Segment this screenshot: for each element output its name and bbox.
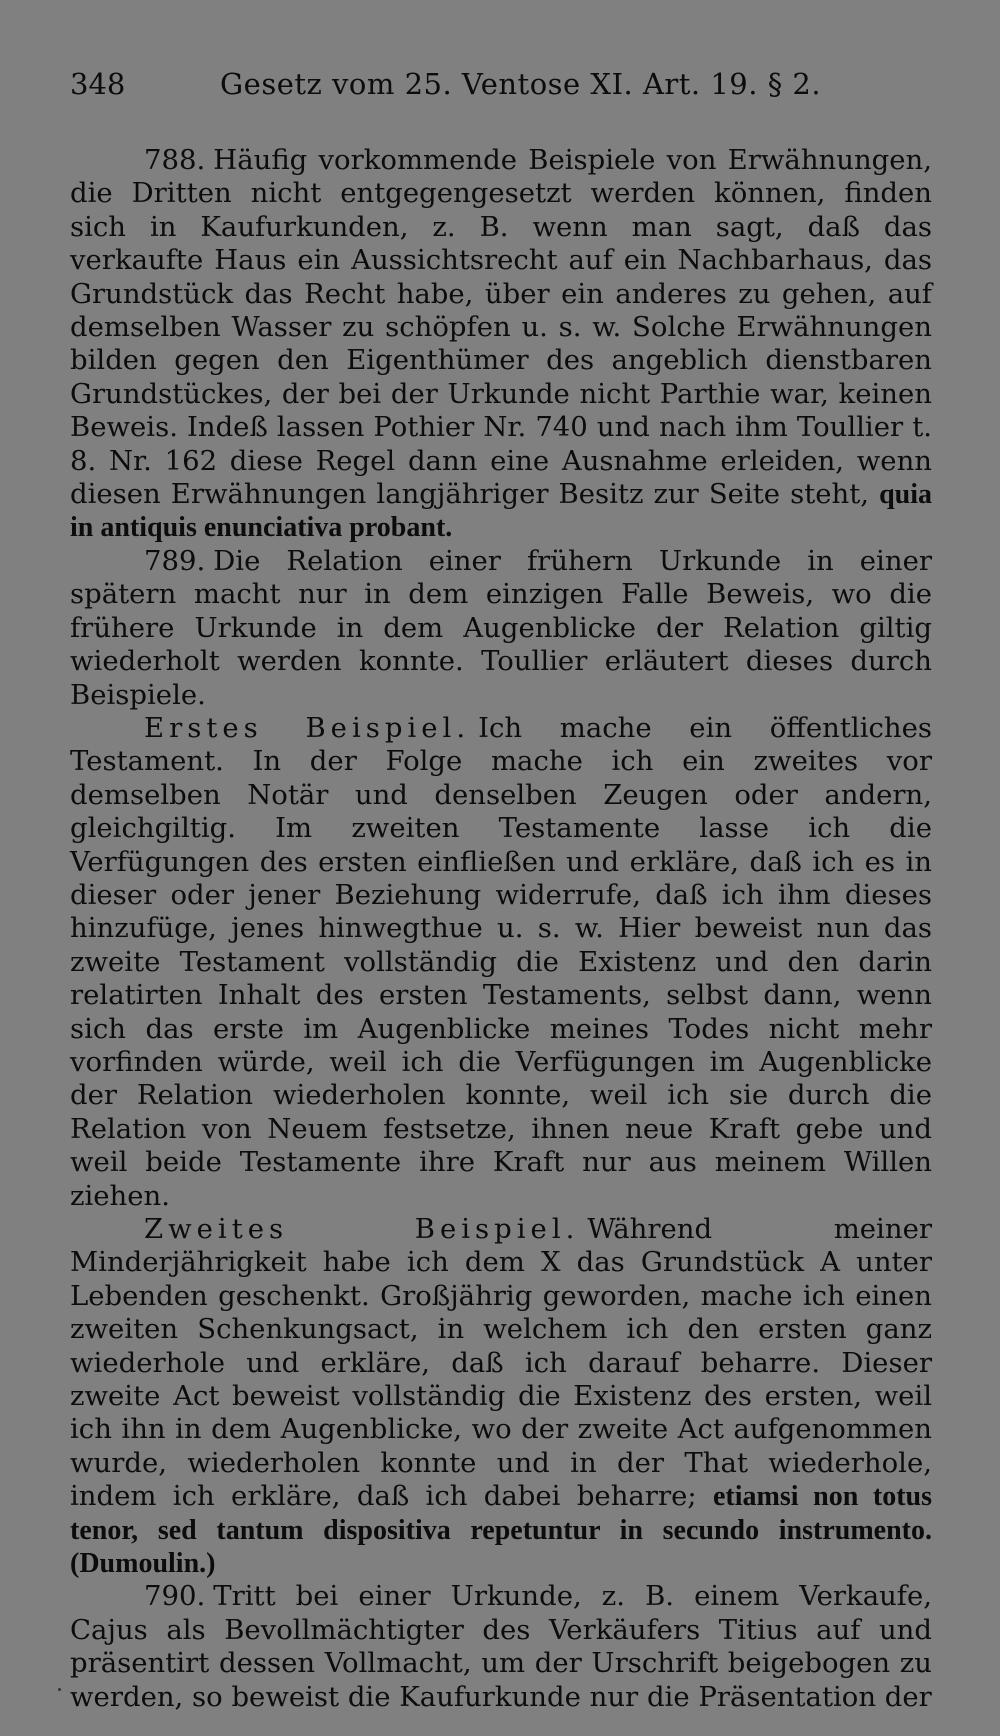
body-text	[70, 144, 932, 1714]
example-1-text: Ich mache ein öffentliches Testament. In der Folge mache ich ein zweites vor demselben Notär und denselben Zeugen oder andern, gleichgiltig. Im zweiten Testamente lasse ich die Verfügungen des ersten einfließen und erkläre, daß ich es in dieser oder jener Beziehung widerrufe, daß ich ihm dieses hinzufüge, jenes hinwegthue u. s. w. Hier beweist nun das zweite Testament vollständig die Existenz und den darin relatirten Inhalt des ersten Testaments, selbst dann, wenn sich das erste im Augenblicke meines Todes nicht mehr vorfinden würde, weil ich die Verfügungen im Augenblicke der Relation wiederholen konnte, weil ich sie durch die Relation von Neuem festsetze, ihnen neue Kraft gebe und weil beide Testamente ihre Kraft nur aus meinem Willen ziehen.	[70, 711, 932, 1212]
paragraph-788-text: Häufig vorkommende Beispiele von Erwähnungen, die Dritten nicht entgegengesetzt werden können, finden sich in Kaufurkunden, z. B. wenn man sagt, daß das verkaufte Haus ein Aussichtsrecht auf ein Nachbarhaus, das Grundstück das Recht habe, über ein anderes zu gehen, auf demselben Wasser zu schöpfen u. s. w. Solche Erwähnungen bilden gegen den Eigenthümer des angeblich dienstbaren Grundstückes, der bei der Urkunde nicht Parthie war, keinen Beweis. Indeß lassen Pothier Nr. 740 und nach ihm Toullier t. 8. Nr. 162 diese Regel dann eine Ausnahme erleiden, wenn diesen Erwähnungen langjähriger Besitz zur Seite steht,	[70, 144, 932, 511]
section-number-789: 789.	[144, 544, 206, 577]
example-2-text: Während meiner Minderjährigkeit habe ich dem X das Grundstück A unter Lebenden geschenkt. Großjährig geworden, mache ich einen zweiten Schenkungsact, in welchem ich den ersten ganz wiederhole und erkläre, daß ich darauf beharre. Dieser zweite Act beweist vollständig die Existenz des ersten, weil ich ihn in dem Augenblicke, wo der zweite Act aufgenommen wurde, wiederholen konnte und in der That wiederhole, indem ich erkläre, daß ich dabei beharre;	[70, 1213, 932, 1513]
paragraph-790	[70, 1580, 932, 1714]
running-head-title: Gesetz vom 25. Ventose XI. Art. 19. § 2.	[220, 67, 822, 101]
paragraph-789	[70, 545, 932, 712]
section-number-788: 788.	[144, 144, 206, 176]
section-number-790: 790.	[144, 1580, 206, 1613]
ink-speck	[58, 1688, 61, 1691]
example-1-paragraph	[70, 712, 932, 1213]
paragraph-790-text: Tritt bei einer Urkunde, z. B. einem Verkaufe, Cajus als Bevollmächtigter des Verkäufers Titius auf und präsentirt dessen Vollmacht, um der Urschrift beigebogen zu werden, so beweist die Kaufurkunde nur die Präsentation der	[70, 1580, 932, 1713]
paragraph-788-latin: quia in antiquis enunciativa probant.	[70, 479, 932, 544]
paragraph-788	[70, 144, 932, 545]
example-2-label: Zweites Beispiel.	[144, 1213, 580, 1245]
page-number: 348	[70, 67, 126, 101]
paragraph-789-text: Die Relation einer frühern Urkunde in einer spätern macht nur in dem einzigen Falle Beweis, wo die frühere Urkunde in dem Augenblicke der Relation giltig wiederholt werden konnte. Toullier erläutert dieses durch Beispiele.	[70, 544, 932, 711]
example-2-paragraph	[70, 1213, 932, 1580]
running-head	[70, 64, 932, 104]
example-1-label: Erstes Beispiel.	[144, 711, 471, 744]
example-2-latin: etiamsi non totus tenor, sed tantum dispositiva repetuntur in secundo instrumento. (Dumoulin.)	[70, 1481, 933, 1580]
